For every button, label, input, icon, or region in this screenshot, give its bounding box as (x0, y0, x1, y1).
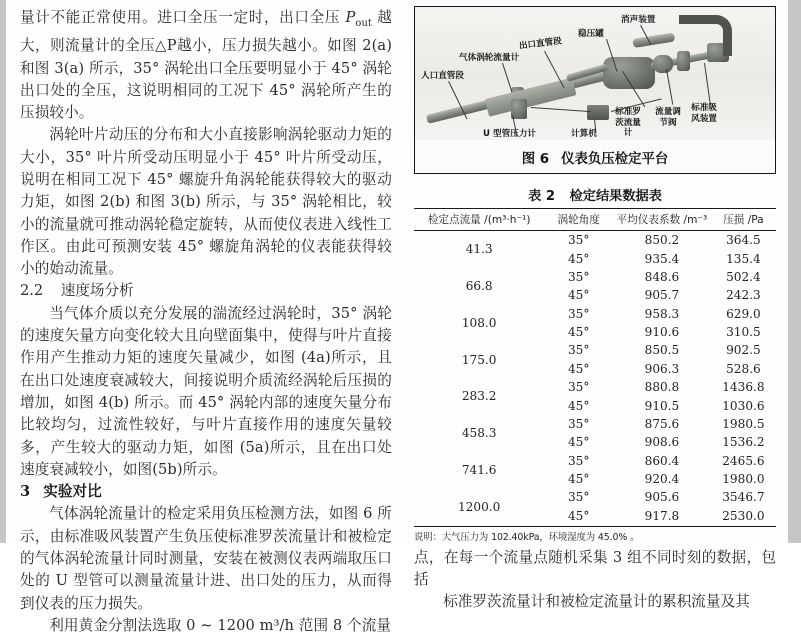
cell-pressure-loss: 364.5 (726, 233, 761, 248)
table-2-title (414, 185, 776, 204)
cell-pressure-loss: 902.5 (726, 343, 761, 358)
page-right-margin-strip (788, 0, 801, 543)
column-header-pressure-loss: 压损 /Pa (711, 209, 776, 231)
cell-angle: 35° (567, 490, 590, 505)
cell-flow: 108.0 (461, 315, 497, 330)
table-row (414, 268, 776, 286)
cell-angle: 35° (567, 380, 590, 395)
cell-coefficient: 848.6 (644, 269, 680, 284)
section-3-number: 3 (20, 483, 31, 501)
label-outlet-straight-pipe: 出口直管段 (518, 36, 563, 52)
section-heading-3 (20, 481, 392, 503)
standard-roots-flowmeter-shape (653, 55, 673, 73)
figure-6-caption (415, 148, 775, 167)
paragraph-pressure-loss (20, 7, 392, 124)
column-header-coefficient: 平均仪表系数 /m⁻³ (613, 209, 711, 231)
cell-coefficient: 875.6 (644, 416, 680, 431)
cell-coefficient: 850.2 (644, 233, 680, 248)
label-standard-roots-flowmeter: 标准罗茨流量计 (615, 107, 641, 138)
label-inlet-straight-pipe: 人口直管段 (421, 71, 464, 81)
cell-angle: 45° (567, 288, 590, 303)
cell-coefficient: 958.3 (644, 306, 680, 321)
cell-pressure-loss: 2465.6 (722, 453, 765, 468)
continuation-line-1: 点，在每一个流量点随机采集 3 组不同时刻的数据，包括 (414, 548, 776, 589)
cell-pressure-loss: 1980.5 (722, 416, 765, 431)
cell-coefficient: 880.8 (644, 380, 680, 395)
symbol-P-subscript: out (355, 17, 373, 29)
cell-coefficient: 850.5 (644, 343, 680, 358)
cell-angle: 45° (567, 251, 590, 266)
figure-6-container (414, 6, 776, 174)
para1-before: 量计不能正常使用。进口全压一定时，出口全压 (20, 9, 346, 26)
cell-pressure-loss: 135.4 (726, 251, 761, 266)
cell-angle: 35° (567, 343, 590, 358)
column-header-flow: 检定点流量 /(m³·h⁻¹) (414, 209, 544, 231)
figure-6-number: 图 6 (521, 152, 550, 167)
surge-tank-shape (603, 57, 655, 89)
table-row (414, 415, 776, 433)
left-text-column (6, 0, 406, 634)
cell-angle: 45° (567, 472, 590, 487)
label-surge-tank: 稳压罐 (578, 29, 604, 39)
figure-6-artwork (415, 7, 775, 140)
label-gas-turbine-flowmeter: 气体涡轮流量计 (459, 53, 520, 63)
label-standard-suction-device: 标准吸风装置 (691, 103, 717, 124)
section-2-2-title: 速度场分析 (60, 282, 134, 300)
leader-suction-device (704, 63, 711, 105)
cell-pressure-loss: 3546.7 (722, 490, 765, 505)
paragraph-blade-dynamic-pressure: 涡轮叶片动压的分布和大小直接影响涡轮驱动力矩的大小，35° 叶片所受动压明显小于 45° 叶片所受动压，说明在相同工况下 45° 螺旋升角涡轮能获得较大的驱动力矩，如图 2(b) 和图 3(b) 所示，与 35° 涡轮相比，较小的流量就可推动涡轮稳定旋转，从而使仪表进入线性工作区。由此可预测安装 45° 螺旋角涡轮的仪表能获得较小的始动流量。 (20, 126, 392, 278)
table-head (414, 209, 776, 231)
cell-pressure-loss: 629.0 (726, 306, 761, 321)
cell-angle: 35° (567, 453, 590, 468)
computer-shape (587, 105, 609, 120)
cell-flow: 458.3 (461, 426, 497, 441)
cell-coefficient: 920.4 (644, 472, 680, 487)
table-row (414, 305, 776, 323)
silencer-device-shape (632, 32, 675, 47)
section-heading-2-2 (20, 280, 392, 302)
cell-angle: 45° (567, 361, 590, 376)
leader-regulating-valve (666, 69, 673, 105)
elbow-duct-shape (679, 15, 732, 56)
table-row (414, 378, 776, 396)
cell-coefficient: 910.6 (644, 325, 680, 340)
table-row (414, 231, 776, 250)
cell-angle: 35° (567, 306, 590, 321)
cell-pressure-loss: 1436.8 (722, 380, 765, 395)
cell-coefficient: 910.5 (644, 398, 680, 413)
cell-pressure-loss: 2530.0 (722, 508, 765, 523)
table-2-title-text: 检定结果数据表 (569, 189, 662, 204)
table-row (414, 488, 776, 506)
cell-angle: 45° (567, 325, 590, 340)
table-2-number: 表 2 (528, 189, 556, 204)
figure-6-title: 仪表负压检定平台 (561, 152, 669, 167)
label-computer: 计算机 (571, 129, 597, 139)
cell-coefficient: 906.3 (644, 361, 680, 376)
table-row (414, 341, 776, 359)
cell-pressure-loss: 1980.0 (722, 472, 765, 487)
cell-angle: 45° (567, 398, 590, 413)
two-column-layout (6, 0, 788, 634)
symbol-P: P (345, 9, 356, 26)
verification-results-table (414, 208, 776, 526)
cell-flow: 741.6 (461, 462, 497, 477)
label-u-tube-manometer: U 型管压力计 (483, 129, 536, 139)
cell-coefficient: 935.4 (644, 251, 680, 266)
cell-flow: 41.3 (465, 242, 493, 257)
leader-turbine-flowmeter (502, 63, 512, 92)
mounting-base-plate (485, 77, 577, 116)
cell-angle: 45° (567, 435, 590, 450)
label-silencer-device: 消声装置 (621, 15, 656, 25)
cell-pressure-loss: 528.6 (726, 361, 761, 376)
cell-coefficient: 908.6 (644, 435, 680, 450)
cell-pressure-loss: 1030.6 (722, 398, 765, 413)
cell-coefficient: 860.4 (644, 453, 680, 468)
cell-flow: 283.2 (461, 389, 497, 404)
paragraph-velocity-field: 当气体介质以充分发展的湍流经过涡轮时，35° 涡轮的速度矢量方向变化较大且向壁面集中，使得与叶片直接作用产生推动力矩的速度矢量减少，如图 (4a)所示，且在出口处速度衰减较大，间接说明介质流经涡轮后压损的增加，如图 4(b) 所示。而 45° 涡轮内部的速度矢量分布比较均匀，过流性较好，与叶片直接作用的速度矢量较多，产生较大的驱动力矩，如图 (5a)所示，且在出口处速度衰减较小，如图(5b)所示。 (20, 304, 392, 478)
cell-flow: 175.0 (461, 352, 497, 367)
cell-angle: 35° (567, 233, 590, 248)
table-body (414, 231, 776, 526)
cell-coefficient: 905.6 (644, 490, 680, 505)
label-flow-regulating-valve: 流量调节阀 (655, 107, 681, 128)
paragraph-golden-section: 利用黄金分割法选取 0 ~ 1200 m³/h 范围 8 个流量 (49, 616, 392, 634)
cell-angle: 45° (567, 508, 590, 523)
continuation-line-2: 标准罗茨流量计和被检定流量计的累积流量及其 (443, 593, 750, 611)
cell-flow: 1200.0 (457, 500, 501, 515)
cell-pressure-loss: 310.5 (726, 325, 761, 340)
cell-pressure-loss: 1536.2 (722, 435, 765, 450)
cell-angle: 35° (567, 269, 590, 284)
pressure-tube-line (531, 107, 591, 112)
column-header-angle: 涡轮角度 (544, 209, 613, 231)
table-header-row (414, 209, 776, 231)
cell-flow: 66.8 (465, 279, 493, 294)
cell-pressure-loss: 502.4 (726, 269, 761, 284)
table-row (414, 452, 776, 470)
section-2-2-number: 2.2 (20, 282, 44, 300)
table-2-note: 说明：大气压力为 102.40kPa，环境湿度为 45.0% 。 (414, 531, 640, 543)
cell-coefficient: 917.8 (644, 508, 680, 523)
cell-coefficient: 905.7 (644, 288, 680, 303)
right-content-column (406, 0, 788, 611)
cell-angle: 35° (567, 416, 590, 431)
cell-pressure-loss: 242.3 (726, 288, 761, 303)
paragraph-experiment-method: 气体涡轮流量计的检定采用负压检测方法，如图 6 所示，由标准吸风装置产生负压使标准罗茨流量计和被检定的气体涡轮流量计同时测量，安装在被测仪表两端取压口处的 U 型管可以测量流量计进、出口处的压力，从而得到仪表的压力损失。 (20, 505, 392, 612)
para1-after: 越大，则流量计的全压△P越小，压力损失越小。如图 2(a) 和图 3(a) 所示，35° 涡轮出口全压要明显小于 45° 涡轮出口处的全压，这说明相同的工况下 45° 涡轮所产生的压损较小。 (20, 9, 393, 122)
section-3-title: 实验对比 (43, 483, 102, 501)
